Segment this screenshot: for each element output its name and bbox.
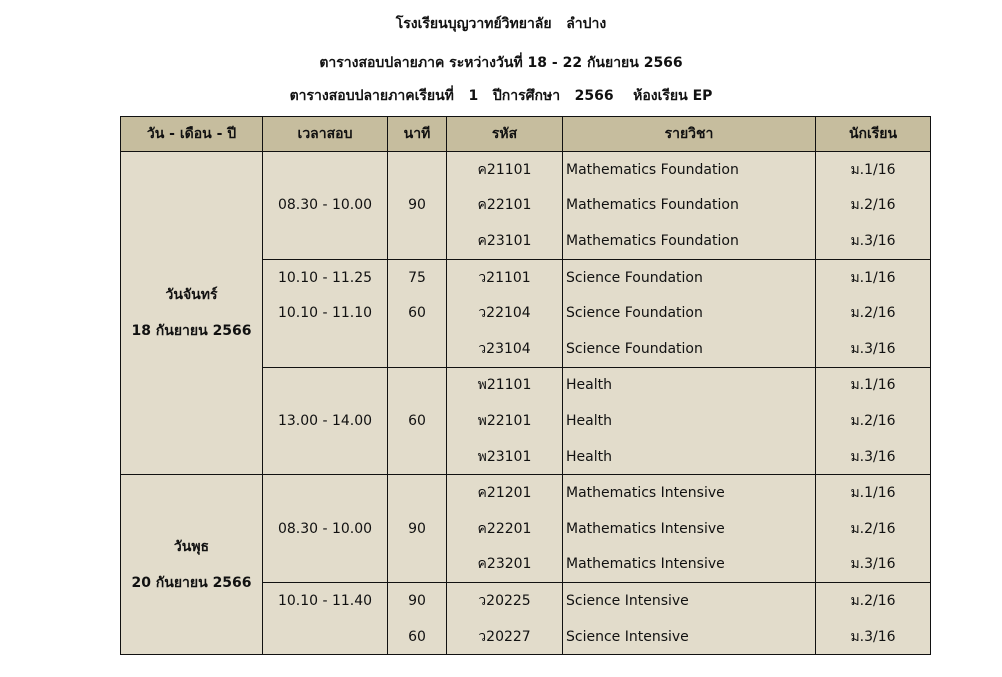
time-cell <box>263 331 388 367</box>
subject-cell: Mathematics Foundation <box>563 152 816 188</box>
time-cell: 10.10 - 11.40 <box>263 583 388 619</box>
subject-cell: Science Foundation <box>563 259 816 295</box>
exam-schedule-table <box>120 116 931 655</box>
minutes-cell: 90 <box>388 583 447 619</box>
time-cell: 10.10 - 11.10 <box>263 295 388 331</box>
col-header-subject: รายวิชา <box>563 117 816 152</box>
students-cell: ม.1/16 <box>816 475 931 511</box>
minutes-cell <box>388 331 447 367</box>
code-cell: ค21101 <box>447 152 563 188</box>
code-cell: ค23101 <box>447 223 563 259</box>
subject-cell: Mathematics Foundation <box>563 223 816 259</box>
code-cell: ว20227 <box>447 619 563 655</box>
subject-cell: Health <box>563 403 816 439</box>
day-name: วันจันทร์ <box>165 287 218 304</box>
students-cell: ม.2/16 <box>816 583 931 619</box>
col-header-time: เวลาสอบ <box>263 117 388 152</box>
table-row <box>121 152 931 188</box>
day-name: วันพุธ <box>173 538 210 555</box>
minutes-cell: 90 <box>388 475 447 583</box>
time-cell: 08.30 - 10.00 <box>263 475 388 583</box>
minutes-cell: 75 <box>388 259 447 295</box>
minutes-cell: 60 <box>388 295 447 331</box>
code-cell: ค22101 <box>447 188 563 224</box>
col-header-minutes: นาที <box>388 117 447 152</box>
time-cell: 08.30 - 10.00 <box>263 152 388 260</box>
code-cell: พ22101 <box>447 403 563 439</box>
time-cell <box>263 619 388 655</box>
subject-cell: Science Foundation <box>563 331 816 367</box>
students-cell: ม.3/16 <box>816 223 931 259</box>
minutes-cell: 90 <box>388 152 447 260</box>
students-cell: ม.1/16 <box>816 367 931 403</box>
subject-cell: Science Foundation <box>563 295 816 331</box>
code-cell: ค23201 <box>447 547 563 583</box>
code-cell: พ23101 <box>447 439 563 475</box>
students-cell: ม.3/16 <box>816 619 931 655</box>
table-row <box>121 475 931 511</box>
subject-cell: Health <box>563 367 816 403</box>
subject-cell: Science Intensive <box>563 583 816 619</box>
students-cell: ม.3/16 <box>816 439 931 475</box>
students-cell: ม.3/16 <box>816 547 931 583</box>
day-date: 18 กันยายน 2566 <box>131 323 252 340</box>
col-header-code: รหัส <box>447 117 563 152</box>
minutes-cell: 60 <box>388 367 447 475</box>
code-cell: ว22104 <box>447 295 563 331</box>
subject-cell: Mathematics Intensive <box>563 475 816 511</box>
minutes-cell: 60 <box>388 619 447 655</box>
time-cell: 10.10 - 11.25 <box>263 259 388 295</box>
day-cell-wednesday <box>121 475 263 655</box>
school-title: โรงเรียนบุญวาทย์วิทยาลัย ลำปาง <box>395 16 607 32</box>
time-cell: 13.00 - 14.00 <box>263 367 388 475</box>
students-cell: ม.2/16 <box>816 188 931 224</box>
code-cell: ว21101 <box>447 259 563 295</box>
table-header-row <box>121 117 931 152</box>
subject-cell: Mathematics Intensive <box>563 547 816 583</box>
exam-period-title: ตารางสอบปลายภาค ระหว่างวันที่ 18 - 22 กันยายน 2566 <box>319 55 683 71</box>
subject-cell: Mathematics Foundation <box>563 188 816 224</box>
students-cell: ม.3/16 <box>816 331 931 367</box>
subject-cell: Science Intensive <box>563 619 816 655</box>
subject-cell: Health <box>563 439 816 475</box>
code-cell: ค22201 <box>447 511 563 547</box>
code-cell: พ21101 <box>447 367 563 403</box>
col-header-students: นักเรียน <box>816 117 931 152</box>
students-cell: ม.2/16 <box>816 403 931 439</box>
subject-cell: Mathematics Intensive <box>563 511 816 547</box>
col-header-date: วัน - เดือน - ปี <box>121 117 263 152</box>
day-date: 20 กันยายน 2566 <box>131 574 252 591</box>
day-cell-monday <box>121 152 263 475</box>
students-cell: ม.2/16 <box>816 511 931 547</box>
semester-info: ตารางสอบปลายภาคเรียนที่ 1 ปีการศึกษา 2566 ห้องเรียน EP <box>289 88 713 104</box>
code-cell: ว20225 <box>447 583 563 619</box>
students-cell: ม.1/16 <box>816 259 931 295</box>
code-cell: ค21201 <box>447 475 563 511</box>
code-cell: ว23104 <box>447 331 563 367</box>
students-cell: ม.1/16 <box>816 152 931 188</box>
students-cell: ม.2/16 <box>816 295 931 331</box>
